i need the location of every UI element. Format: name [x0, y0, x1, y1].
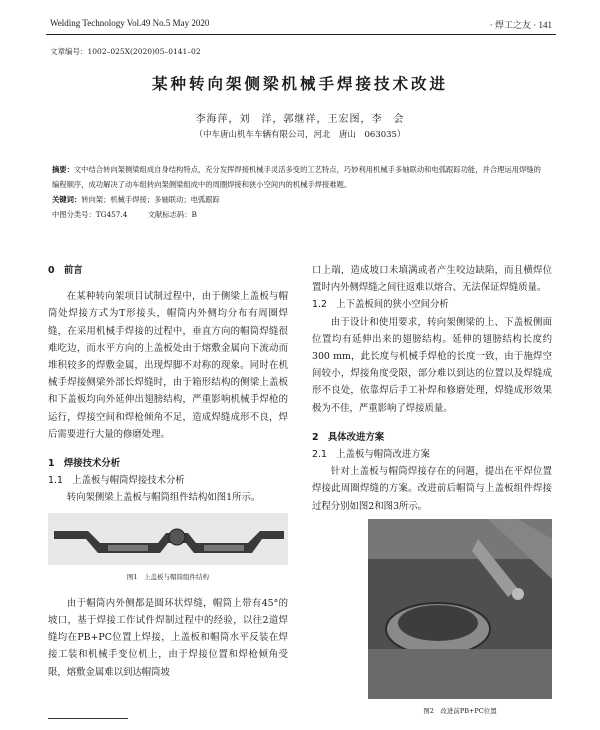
footnote-rule	[48, 718, 128, 719]
abstract-label: 摘要：	[52, 165, 74, 174]
figure-1-image	[48, 513, 288, 565]
journal-header: Welding Technology Vol.49 No.5 May 2020	[50, 18, 210, 28]
keywords-text: 转向架；机械手焊接；多轴联动；电弧跟踪	[81, 195, 220, 204]
left-column	[48, 262, 288, 681]
affiliation: （中车唐山机车车辆有限公司，河北 唐山 063035）	[194, 130, 406, 140]
figure-2-caption: 图2 改进前PB+PC位置	[423, 706, 497, 715]
body-paragraph: 转向架侧梁上盖板与帽筒组件结构如图1所示。	[66, 492, 261, 504]
side-beam-drawing	[48, 513, 288, 565]
body-paragraph: 由于设计和使用要求，转向架侧梁的上、下盖板侧面位置均有延伸出来的翅膀结构。延伸的翅膀结构长度约300 mm，此长度与机械手焊枪的长度一致，由于施焊空间较小，焊接角度受限，部分难以到达的位置以及焊缝成形不良处，依靠焊后手工补焊和修磨处理，焊缝成形效果极为不佳，严重影响了焊接质量。	[312, 316, 552, 414]
body-paragraph: 在某种转向架项目试制过程中，由于侧梁上盖板与帽筒处焊接方式为T形接头，帽筒内外侧均分布有周圈焊缝，在采用机械手焊接的过程中，垂直方向的帽筒焊缝很难吃边，而水平方向的上盖板处由于熔敷金属向下流动而堆积较多的焊敷金属，出现焊脚不对称的现象。同时在机械手焊接侧梁外部长焊缝时，由于箱形结构的侧梁上盖板和下盖板均向外延伸出翅膀结构，严重影响机械手焊枪的运行，焊接空间和焊枪倾角不足，造成焊缝成形不良，焊后需要进行大量的修磨处理。	[48, 291, 288, 440]
document-code: 文献标志码：B	[147, 210, 197, 219]
clc-number: 中图分类号：TG457.4	[52, 210, 128, 219]
classification-row	[52, 207, 548, 222]
welding-photo	[368, 519, 552, 699]
author-list: 李海萍，刘 洋，郭继祥，王宏图，李 会	[195, 114, 405, 125]
body-paragraph: 口上端，造成坡口未填满或者产生咬边缺陷，而且横焊位置时内外侧焊缝之间往返难以熔合、无法保证焊缝质量。	[312, 265, 552, 294]
figure-2-photo	[368, 519, 552, 699]
abstract-block	[52, 162, 548, 222]
subsection-heading: 1.1 上盖板与帽筒焊接技术分析	[48, 475, 185, 487]
abstract-text: 文中结合转向架侧梁组成自身结构特点，充分发挥焊接机械手灵活多变的工艺特点，巧妙利用机械手多轴联动和电弧跟踪功能，并合理运用焊缝的编程顺序，成功解决了动车组转向架侧梁组成中的周圈焊接和狭小空间内的机械手焊接难题。	[52, 165, 541, 189]
subsection-heading: 1.2 上下盖板间的狭小空间分析	[312, 299, 449, 311]
subsection-heading: 2.1 上盖板与帽筒改进方案	[312, 449, 431, 461]
section-heading: 0 前言	[48, 265, 83, 276]
article-number: 文章编号：1002–025X(2020)05–0141–02	[50, 47, 201, 56]
figure-1-caption: 图1 上盖板与帽筒组件结构	[126, 572, 210, 581]
body-paragraph: 针对上盖板与帽筒焊接存在的问题，提出在平焊位置焊接此周圈焊缝的方案。改进前后帽筒与上盖板组件焊接过程分别如图2和图3所示。	[312, 466, 552, 512]
paper-title: 某种转向架侧梁机械手焊接技术改进	[151, 75, 448, 93]
header-rule	[46, 34, 556, 35]
section-heading: 2 具体改进方案	[312, 431, 385, 443]
section-heading: 1 焊接技术分析	[48, 458, 121, 470]
keywords-label: 关键词：	[52, 195, 82, 204]
section-header: · 焊工之友 · 141	[489, 20, 552, 30]
body-paragraph: 由于帽筒内外侧都是圆环状焊缝，帽筒上带有45°的坡口，基于焊接工作试件焊制过程中的经验，以往2道焊缝均在PB+PC位置上焊接，上盖板和帽筒水平反装在焊接工装和机械手变位机上，由于焊接位置和焊枪倾角受限，熔敷金属难以到达帽筒坡	[48, 597, 288, 678]
abstract	[52, 162, 548, 192]
keywords	[52, 192, 548, 207]
right-column	[312, 262, 552, 720]
